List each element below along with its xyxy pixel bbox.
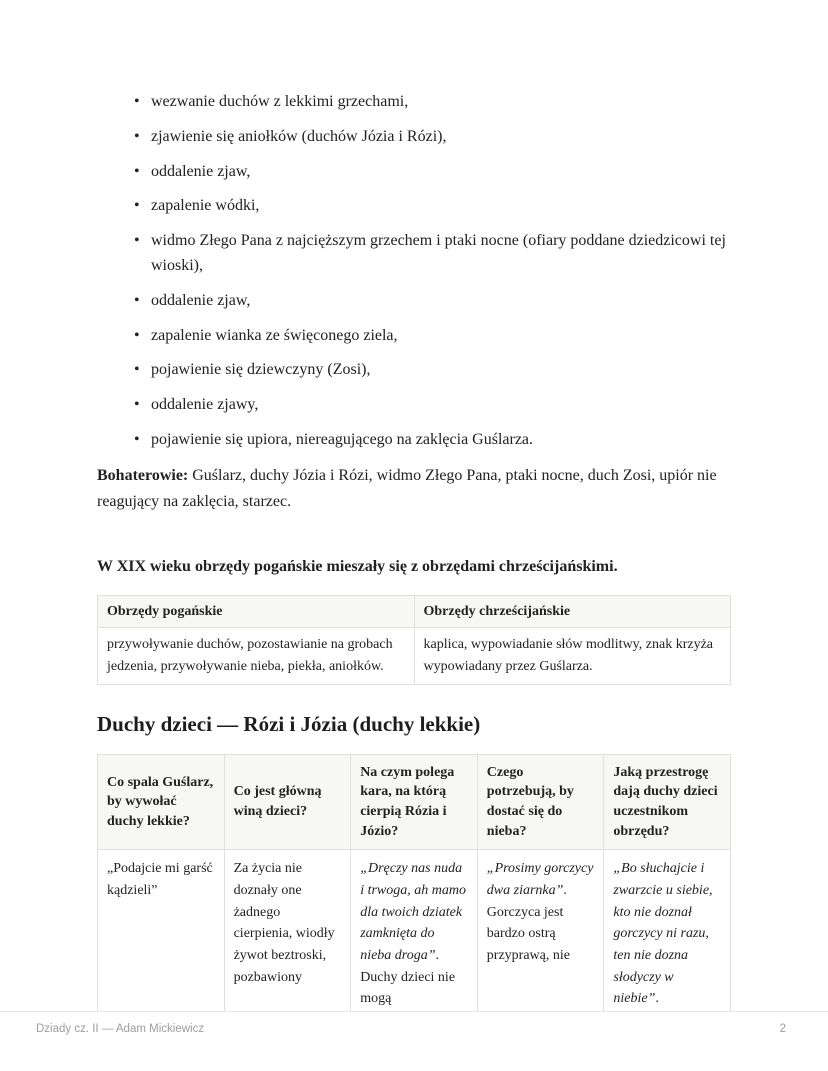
list-item	[97, 289, 731, 314]
table-cell	[351, 850, 478, 1019]
list-item	[97, 358, 731, 383]
children-ghosts-table	[97, 754, 731, 1019]
table-cell: kaplica, wypowiadanie słów modlitwy, znak krzyża wypowiadany przez Guślarza.	[414, 628, 731, 684]
list-item-text: oddalenie zjaw,	[151, 162, 251, 180]
bullet-list	[97, 90, 731, 453]
footer-document-title: Dziady cz. II — Adam Mickiewicz	[36, 1023, 205, 1035]
cell-quote-text: „Prosimy gorczycy dwa ziarnka”	[486, 861, 594, 898]
list-item-text: zapalenie wianka ze święconego ziela,	[151, 326, 398, 344]
list-item-text: pojawienie się upiora, niereagującego na zaklęcia Guślarza.	[151, 430, 534, 448]
table-cell	[604, 850, 731, 1019]
list-item-text: wezwanie duchów z lekkimi grzechami,	[151, 93, 409, 110]
list-item-text: oddalenie zjawy,	[151, 396, 259, 414]
table-row	[98, 850, 731, 1019]
table-header-cell: Jaką przestrogę dają duchy dzieci uczestnikom obrzędu?	[604, 754, 731, 849]
list-item-text: oddalenie zjaw,	[151, 291, 251, 309]
list-item	[97, 324, 731, 349]
page-number: 2	[779, 1023, 786, 1035]
cell-text: Za życia nie doznały one żadnego cierpienia, wiodły żywot beztroski, pozbawiony	[233, 861, 335, 985]
page-footer	[0, 1011, 828, 1071]
table-header-row	[98, 754, 731, 849]
cell-quote-text: „Bo słuchajcie i zwarzcie u siebie, kto nie doznał gorczycy ni razu, ten nie dozna słodyczy w niebie”	[613, 861, 713, 1007]
table-header-cell: Na czym polega kara, na którą cierpią Rózia i Józio?	[351, 754, 478, 849]
table-cell	[98, 850, 225, 1019]
cell-text: „Podajcie mi garść kądzieli”	[107, 861, 213, 898]
table-cell	[224, 850, 351, 1019]
table-header-cell: Co jest główną winą dzieci?	[224, 754, 351, 849]
table-cell	[477, 850, 604, 1019]
children-ghosts-heading: Duchy dzieci — Rózi i Józia (duchy lekkie)	[97, 711, 481, 736]
table-header-cell: Co spala Guślarz, by wywołać duchy lekkie?	[98, 754, 225, 849]
list-item	[97, 90, 731, 115]
table-cell: przywoływanie duchów, pozostawianie na grobach jedzenia, przywoływanie nieba, piekła, aniołków.	[98, 628, 415, 684]
list-item	[97, 229, 731, 279]
cell-text: . Gorczyca jest bardzo ostrą przyprawą, nie	[486, 882, 570, 963]
list-item-text: zapalenie wódki,	[151, 197, 260, 215]
heroes-text: Guślarz, duchy Józia i Rózi, widmo Złego Pana, ptaki nocne, duch Zosi, upiór nie reagujący na zaklęcia, starzec.	[97, 466, 717, 510]
table-header-row	[98, 595, 731, 628]
list-item-text: pojawienie się dziewczyny (Zosi),	[151, 361, 371, 379]
table-header-cell: Czego potrzebują, by dostać się do nieba?	[477, 754, 604, 849]
heroes-label: Bohaterowie:	[97, 466, 189, 484]
cell-text: .	[655, 991, 659, 1007]
rites-table	[97, 595, 731, 685]
heroes-paragraph	[97, 463, 731, 515]
rites-section-heading: W XIX wieku obrzędy pogańskie mieszały się z obrzędami chrześcijańskimi.	[97, 557, 618, 575]
cell-text: . Duchy dzieci nie mogą	[360, 947, 456, 1007]
list-item	[97, 393, 731, 418]
list-item	[97, 125, 731, 150]
table-row	[98, 628, 731, 684]
list-item	[97, 194, 731, 219]
table-header-cell: Obrzędy chrześcijańskie	[414, 595, 731, 628]
list-item-text: zjawienie się aniołków (duchów Józia i Rózi),	[151, 127, 447, 145]
list-item	[97, 428, 731, 453]
list-item	[97, 160, 731, 185]
cell-quote-text: „Dręczy nas nuda i trwoga, ah mamo dla twoich dziatek zamknięta do nieba droga”	[360, 861, 466, 963]
table-header-cell: Obrzędy pogańskie	[98, 595, 415, 628]
list-item-text: widmo Złego Pana z najcięższym grzechem i ptaki nocne (ofiary poddane dziedzicowi tej wioski),	[151, 232, 726, 274]
